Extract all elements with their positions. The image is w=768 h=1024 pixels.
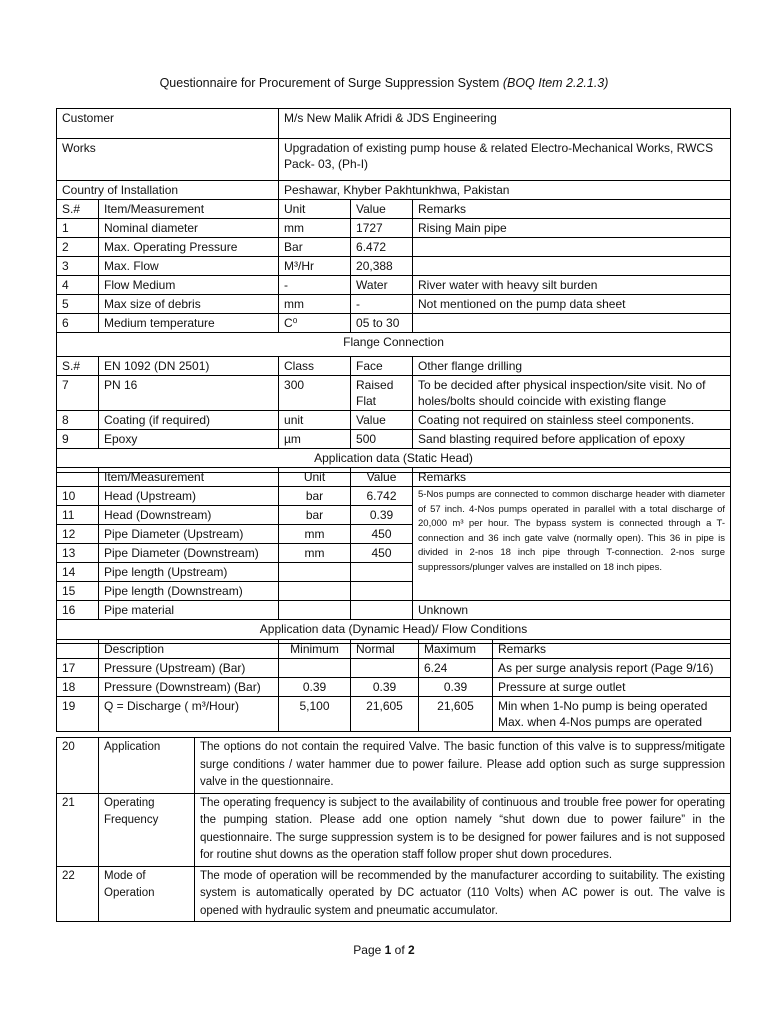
cell xyxy=(279,563,351,582)
dynamic-table xyxy=(56,639,731,732)
cell: 5 xyxy=(57,295,99,314)
cell xyxy=(279,601,351,620)
cell: Water xyxy=(351,276,413,295)
cell: Q = Discharge ( m³/Hour) xyxy=(99,697,279,732)
note-text: The mode of operation will be recommended by the manufacturer according to suitability. The existing system is automatically operated by DC actuator (110 Volts) when AC power is out. The valve is opened with hydraulic system and pneumatic accumulator. xyxy=(195,866,731,922)
customer-value: M/s New Malik Afridi & JDS Engineering xyxy=(279,109,731,139)
table-row xyxy=(57,430,731,449)
cell: 450 xyxy=(351,525,413,544)
cell: C⁰ xyxy=(279,314,351,333)
cell: 0.39 xyxy=(419,678,493,697)
cell xyxy=(279,659,351,678)
cell xyxy=(351,601,413,620)
cell: Max. Flow xyxy=(99,257,279,276)
note-topic: Operating Frequency xyxy=(99,793,195,866)
cell: 7 xyxy=(57,376,99,411)
cell: bar xyxy=(279,506,351,525)
col-header: S.# xyxy=(57,200,99,219)
cell: Pipe material xyxy=(99,601,279,620)
cell: 6.24 xyxy=(419,659,493,678)
cell xyxy=(351,563,413,582)
static-header-row xyxy=(57,468,731,487)
col-header: Remarks xyxy=(413,468,731,487)
cell: 17 xyxy=(57,659,99,678)
flange-header-row xyxy=(57,357,731,376)
main-table xyxy=(56,108,731,473)
cell: mm xyxy=(279,219,351,238)
note-number: 21 xyxy=(57,793,99,866)
cell: 6.472 xyxy=(351,238,413,257)
page-footer: Page 1 of 2 xyxy=(353,943,415,957)
cell: mm xyxy=(279,295,351,314)
col-header: Remarks xyxy=(493,640,731,659)
table-row xyxy=(57,659,731,678)
note-text: The operating frequency is subject to the availability of continuous and trouble free power for operating the pumping station. Please add one option namely “shut down due to power failure” in the questionnaire. The surge suppression system is to be designed for power failures and is not supposed for routine shut downs as the operation staff follow proper shut down procedures. xyxy=(195,793,731,866)
note-text: The options do not contain the required Valve. The basic function of this valve is to suppress/mitigate surge conditions / water hammer due to power failure. Please add option such as surge suppression valve in the questionnaire. xyxy=(195,738,731,794)
cell: 1727 xyxy=(351,219,413,238)
cell: Sand blasting required before application of epoxy xyxy=(413,430,731,449)
col-header: EN 1092 (DN 2501) xyxy=(99,357,279,376)
cell: 500 xyxy=(351,430,413,449)
section-title-dynamic: Application data (Dynamic Head)/ Flow Conditions xyxy=(57,620,731,644)
customer-label: Customer xyxy=(57,109,279,139)
col-header: Description xyxy=(99,640,279,659)
col-header: Remarks xyxy=(413,200,731,219)
col-header: Item/Measurement xyxy=(99,200,279,219)
cell: 0.39 xyxy=(279,678,351,697)
cell: 0.39 xyxy=(351,506,413,525)
cell: 1 xyxy=(57,219,99,238)
cell xyxy=(413,314,731,333)
col-header: Normal xyxy=(351,640,419,659)
cell: Medium temperature xyxy=(99,314,279,333)
cell: Rising Main pipe xyxy=(413,219,731,238)
customer-row xyxy=(57,109,731,139)
cell: Coating (if required) xyxy=(99,411,279,430)
cell: 6.742 xyxy=(351,487,413,506)
cell: 0.39 xyxy=(351,678,419,697)
cell xyxy=(413,238,731,257)
col-header: S.# xyxy=(57,357,99,376)
table-row xyxy=(57,678,731,697)
cell: 14 xyxy=(57,563,99,582)
cell: 16 xyxy=(57,601,99,620)
cell: unit xyxy=(279,411,351,430)
country-value: Peshawar, Khyber Pakhtunkhwa, Pakistan xyxy=(279,181,731,200)
section-title-static: Application data (Static Head) xyxy=(57,449,731,473)
table-row xyxy=(57,276,731,295)
boq-reference: (BOQ Item 2.2.1.3) xyxy=(502,76,609,90)
dynamic-header-row xyxy=(57,640,731,659)
cell: PN 16 xyxy=(99,376,279,411)
works-value: Upgradation of existing pump house & related Electro-Mechanical Works, RWCS Pack- 03, (Ph-I) xyxy=(279,139,731,181)
cell: To be decided after physical inspection/site visit. No of holes/bolts should coincide with existing flange xyxy=(413,376,731,411)
cell: Pipe Diameter (Upstream) xyxy=(99,525,279,544)
table-row xyxy=(57,295,731,314)
cell: Pipe Diameter (Downstream) xyxy=(99,544,279,563)
static-remarks: 5-Nos pumps are connected to common discharge header with diameter of 57 inch. 4-Nos pumps operated in parallel with a total discharge of 20,000 m³ per hour. The bypass system is connected through a T-connection and 36 inch gate valve (normally open). This 36 in pipe is divided in 2-nos 18 inch pipe through T-connection. 2-nos surge suppressors/plunger valves are installed on 18 inch pipes. xyxy=(413,487,731,601)
cell: Head (Upstream) xyxy=(99,487,279,506)
col-header: Face xyxy=(351,357,413,376)
col-header xyxy=(57,640,99,659)
cell: Raised Flat xyxy=(351,376,413,411)
note-row xyxy=(57,793,731,866)
cell: Nominal diameter xyxy=(99,219,279,238)
col-header: Unit xyxy=(279,468,351,487)
note-topic: Mode of Operation xyxy=(99,866,195,922)
cell: bar xyxy=(279,487,351,506)
cell: mm xyxy=(279,525,351,544)
table-row xyxy=(57,257,731,276)
cell: Coating not required on stainless steel components. xyxy=(413,411,731,430)
table-row xyxy=(57,219,731,238)
section-title-flange: Flange Connection xyxy=(57,333,731,357)
cell: M³/Hr xyxy=(279,257,351,276)
cell: 300 xyxy=(279,376,351,411)
note-topic: Application xyxy=(99,738,195,794)
note-row xyxy=(57,866,731,922)
cell: 6 xyxy=(57,314,99,333)
cell: 4 xyxy=(57,276,99,295)
col-header: Class xyxy=(279,357,351,376)
cell: 13 xyxy=(57,544,99,563)
table-row xyxy=(57,314,731,333)
cell: Value xyxy=(351,411,413,430)
cell: 12 xyxy=(57,525,99,544)
cell: 9 xyxy=(57,430,99,449)
cell xyxy=(413,257,731,276)
note-number: 22 xyxy=(57,866,99,922)
cell: Min when 1-No pump is being operated Max. when 4-Nos pumps are operated xyxy=(493,697,731,732)
cell: 11 xyxy=(57,506,99,525)
cell: 8 xyxy=(57,411,99,430)
cell: 3 xyxy=(57,257,99,276)
col-header: Item/Measurement xyxy=(99,468,279,487)
cell: 2 xyxy=(57,238,99,257)
cell: 20,388 xyxy=(351,257,413,276)
col-header: Value xyxy=(351,200,413,219)
cell: Epoxy xyxy=(99,430,279,449)
cell: 05 to 30 xyxy=(351,314,413,333)
cell: - xyxy=(279,276,351,295)
cell: Unknown xyxy=(413,601,731,620)
works-label: Works xyxy=(57,139,279,181)
cell: River water with heavy silt burden xyxy=(413,276,731,295)
cell: 450 xyxy=(351,544,413,563)
cell: Flow Medium xyxy=(99,276,279,295)
cell: 19 xyxy=(57,697,99,732)
cell: 5,100 xyxy=(279,697,351,732)
country-label: Country of Installation xyxy=(57,181,279,200)
col-header: Minimum xyxy=(279,640,351,659)
cell: Pipe length (Downstream) xyxy=(99,582,279,601)
table-row xyxy=(57,411,731,430)
cell xyxy=(279,582,351,601)
notes-table xyxy=(56,737,731,922)
cell: Pressure at surge outlet xyxy=(493,678,731,697)
cell: Max. Operating Pressure xyxy=(99,238,279,257)
cell: Pressure (Downstream) (Bar) xyxy=(99,678,279,697)
cell: Pipe length (Upstream) xyxy=(99,563,279,582)
note-number: 20 xyxy=(57,738,99,794)
general-header-row xyxy=(57,200,731,219)
col-header: Unit xyxy=(279,200,351,219)
cell: Bar xyxy=(279,238,351,257)
static-table xyxy=(56,467,731,644)
table-row xyxy=(57,697,731,732)
col-header: Other flange drilling xyxy=(413,357,731,376)
cell: 18 xyxy=(57,678,99,697)
cell: 21,605 xyxy=(351,697,419,732)
table-row xyxy=(57,376,731,411)
works-row xyxy=(57,139,731,181)
cell: Pressure (Upstream) (Bar) xyxy=(99,659,279,678)
col-header: Maximum xyxy=(419,640,493,659)
table-row xyxy=(57,601,731,620)
cell: - xyxy=(351,295,413,314)
col-header: Value xyxy=(351,468,413,487)
cell: As per surge analysis report (Page 9/16) xyxy=(493,659,731,678)
cell: Not mentioned on the pump data sheet xyxy=(413,295,731,314)
cell: µm xyxy=(279,430,351,449)
cell: Head (Downstream) xyxy=(99,506,279,525)
col-header xyxy=(57,468,99,487)
cell: Max size of debris xyxy=(99,295,279,314)
note-row xyxy=(57,738,731,794)
cell xyxy=(351,582,413,601)
cell: 15 xyxy=(57,582,99,601)
table-row xyxy=(57,487,731,506)
cell: 21,605 xyxy=(419,697,493,732)
cell xyxy=(351,659,419,678)
cell: mm xyxy=(279,544,351,563)
country-row xyxy=(57,181,731,200)
table-row xyxy=(57,238,731,257)
section-row xyxy=(57,333,731,357)
cell: 10 xyxy=(57,487,99,506)
page-title: Questionnaire for Procurement of Surge Suppression System (BOQ Item 2.2.1.3) xyxy=(159,76,609,90)
